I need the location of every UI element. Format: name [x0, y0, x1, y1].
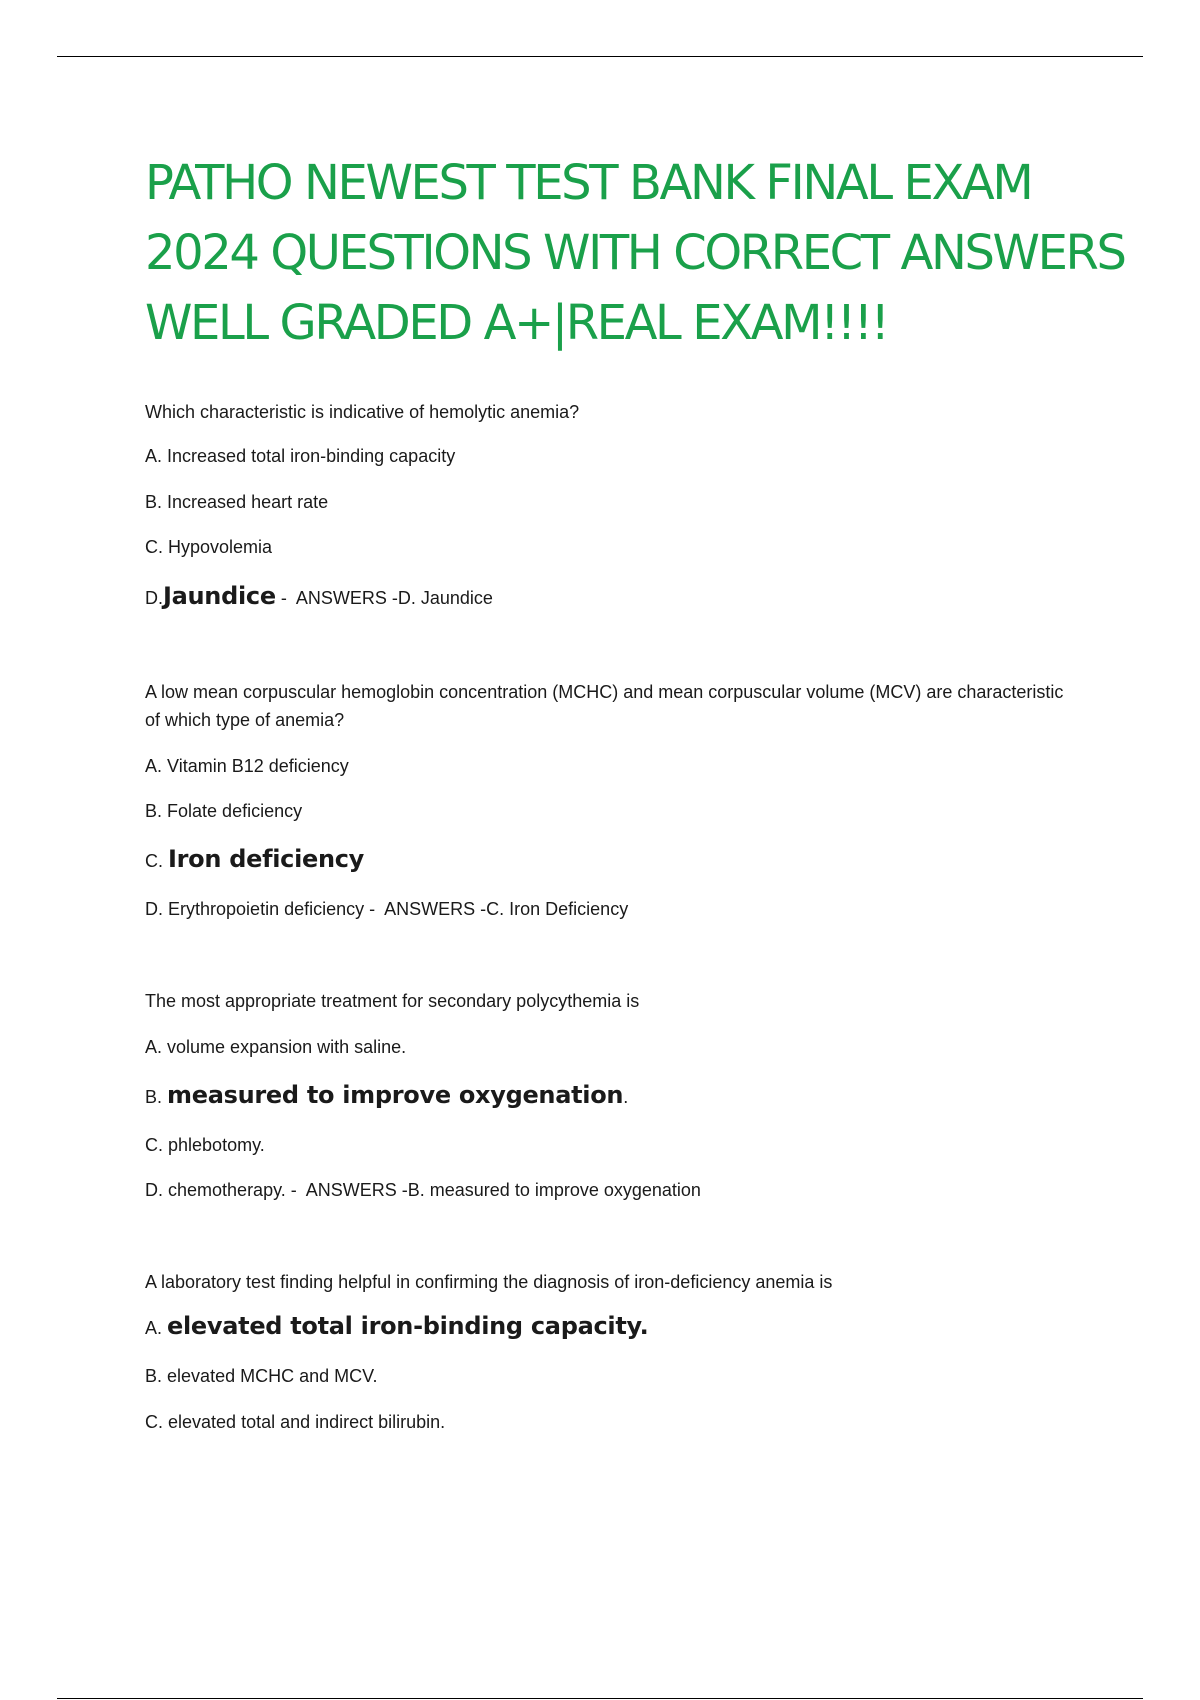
title-line-2: 2024 QUESTIONS WITH CORRECT ANSWERS	[145, 225, 1125, 281]
option-d	[145, 582, 493, 612]
option-c	[145, 845, 364, 875]
option-text: elevated total and indirect bilirubin.	[168, 1412, 446, 1432]
option-c	[145, 1408, 445, 1436]
option-letter: A.	[145, 1037, 163, 1057]
option-letter: A.	[145, 446, 163, 466]
option-text-highlighted: elevated total iron-binding capacity.	[167, 1312, 649, 1340]
question-stem: A low mean corpuscular hemoglobin concentration (MCHC) and mean corpuscular volume (MCV) are characteristic of which type of anemia?	[145, 682, 1064, 730]
option-text: Increased heart rate	[167, 492, 329, 512]
option-letter: D.	[145, 588, 163, 608]
option-letter: C.	[145, 537, 163, 557]
option-a	[145, 442, 455, 470]
header-rule	[57, 56, 1143, 57]
option-text: Vitamin B12 deficiency	[167, 756, 349, 776]
option-letter: C.	[145, 851, 163, 871]
option-letter: A.	[145, 756, 163, 776]
option-letter: B.	[145, 1366, 163, 1386]
footer-rule	[57, 1698, 1143, 1699]
question-stem: The most appropriate treatment for secondary polycythemia is	[145, 991, 640, 1011]
option-c	[145, 1131, 265, 1159]
answer-text: ANSWERS -C. Iron Deficiency	[384, 899, 629, 919]
option-letter: D.	[145, 899, 163, 919]
answer-separator: -	[364, 899, 385, 919]
option-letter: B.	[145, 492, 163, 512]
option-d	[145, 895, 628, 923]
option-letter: D.	[145, 1180, 163, 1200]
option-text-highlighted: measured to improve oxygenation	[167, 1081, 624, 1109]
option-a	[145, 1033, 406, 1061]
option-text: elevated MCHC and MCV.	[167, 1366, 378, 1386]
option-text-highlighted: Iron deficiency	[168, 845, 365, 873]
answer-separator: -	[275, 588, 296, 608]
document-title	[145, 148, 1125, 358]
option-text: Erythropoietin deficiency	[168, 899, 365, 919]
option-letter: C.	[145, 1412, 163, 1432]
option-text: Hypovolemia	[168, 537, 273, 557]
option-text: chemotherapy.	[168, 1180, 286, 1200]
option-letter: A.	[145, 1318, 163, 1338]
option-text: Increased total iron-binding capacity	[167, 446, 456, 466]
option-text: volume expansion with saline.	[167, 1037, 407, 1057]
option-a	[145, 1312, 648, 1342]
answer-text: ANSWERS -D. Jaundice	[295, 588, 493, 608]
title-line-1: PATHO NEWEST TEST BANK FINAL EXAM	[145, 155, 1032, 211]
option-letter: B.	[145, 801, 163, 821]
option-suffix: .	[623, 1087, 629, 1107]
option-b	[145, 1081, 628, 1111]
question-stem: Which characteristic is indicative of hemolytic anemia?	[145, 402, 580, 422]
option-b	[145, 488, 328, 516]
option-a	[145, 752, 349, 780]
option-letter: C.	[145, 1135, 163, 1155]
answer-text: ANSWERS -B. measured to improve oxygenation	[305, 1180, 701, 1200]
option-text: phlebotomy.	[168, 1135, 265, 1155]
option-c	[145, 533, 272, 561]
answer-separator: -	[285, 1180, 306, 1200]
option-d	[145, 1176, 701, 1204]
title-line-3: WELL GRADED A+|REAL EXAM!!!!	[145, 295, 888, 351]
question-stem: A laboratory test finding helpful in confirming the diagnosis of iron-deficiency anemia is	[145, 1272, 833, 1292]
option-text: Folate deficiency	[167, 801, 303, 821]
option-text-highlighted: Jaundice	[163, 582, 276, 610]
option-b	[145, 797, 302, 825]
option-letter: B.	[145, 1087, 163, 1107]
option-b	[145, 1362, 377, 1390]
